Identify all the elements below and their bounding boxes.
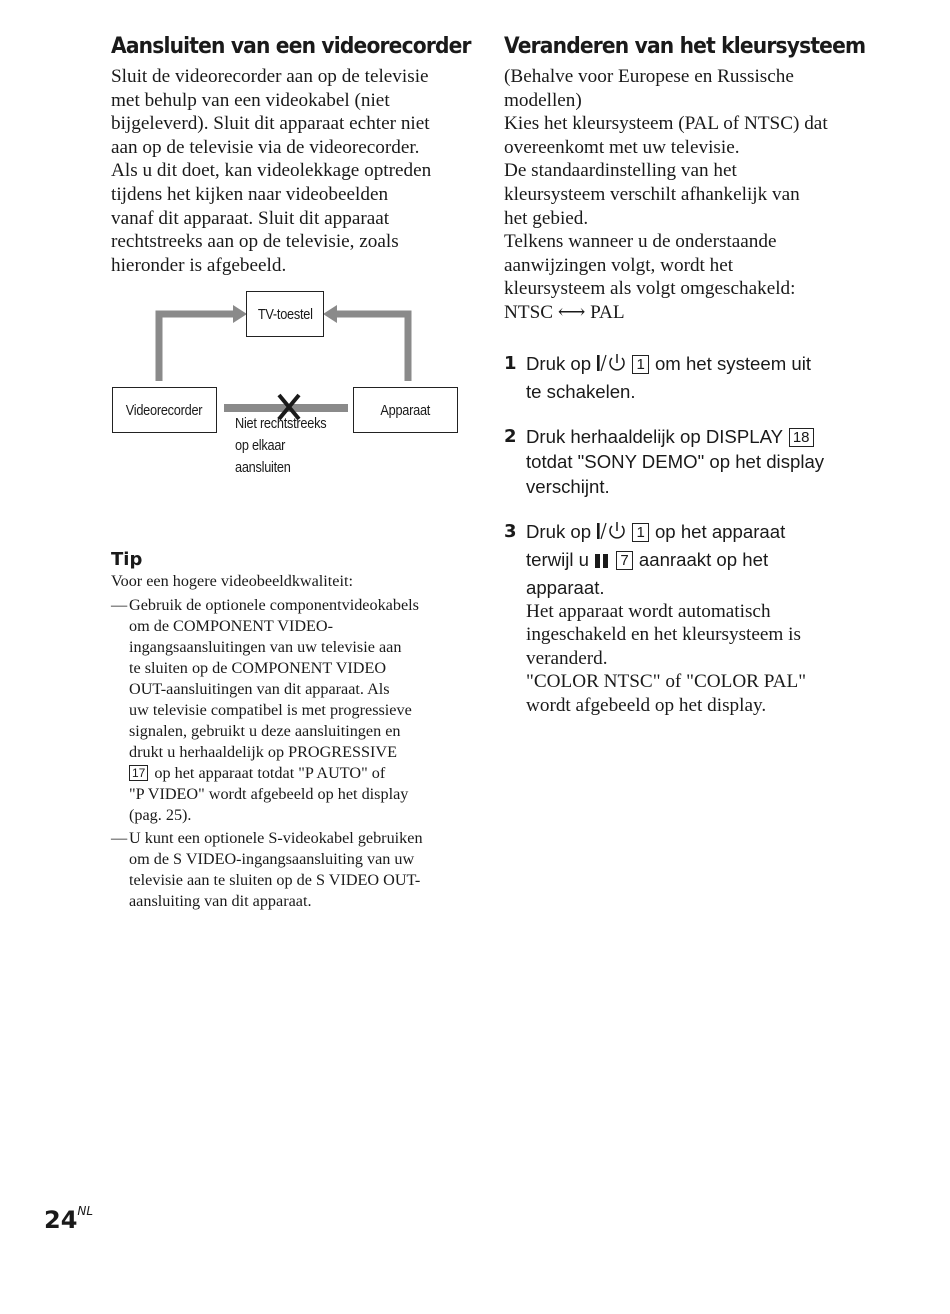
text-line: — Gebruik de optionele componentvideokabels — [129, 596, 419, 615]
text-line: ingeschakeld en het kleursysteem is — [526, 624, 801, 646]
text-line: Als u dit doet, kan videolekkage optreden — [111, 160, 432, 182]
key-ref-badge: 18 — [789, 428, 814, 447]
tip-item — [111, 828, 463, 912]
step-2 — [504, 424, 864, 499]
key-ref-badge: 1 — [632, 523, 648, 542]
text-line: rechtstreeks aan op de televisie, zoals — [111, 231, 399, 253]
arrow-unit-to-tv — [337, 314, 408, 381]
text-line: kleursysteem als volgt omgeschakeld: — [504, 278, 796, 300]
right-column — [504, 34, 864, 738]
text-line: — U kunt een optionele S-videokabel gebruiken — [129, 829, 423, 848]
color-system-paragraph — [504, 65, 864, 325]
text-line: (pag. 25). — [129, 806, 192, 825]
text-span: om het systeem uit — [654, 352, 812, 374]
tv-label: TV-toestel — [257, 305, 313, 323]
text-line: wordt afgebeeld op het display. — [526, 694, 767, 716]
key-ref-badge: 17 — [129, 765, 148, 781]
text-line: tijdens het kijken naar videobeelden — [111, 183, 389, 205]
text-line: De standaardinstelling van het — [504, 160, 737, 182]
section-heading-vcr: Aansluiten van een videorecorder — [111, 34, 471, 59]
text-line: hieronder is afgebeeld. — [111, 254, 287, 276]
text-line: te sluiten op de COMPONENT VIDEO — [129, 659, 387, 678]
vcr-box — [112, 387, 217, 433]
step-3 — [504, 519, 864, 718]
tip-item — [111, 595, 463, 826]
text-span: aanraakt op het — [638, 548, 769, 570]
text-span: terwijl u — [526, 548, 590, 570]
text-span: op het apparaat — [654, 520, 786, 542]
text-line: aansluiting van dit apparaat. — [129, 892, 312, 911]
text-span: apparaat. — [526, 576, 605, 598]
power-icon — [596, 353, 626, 379]
power-icon — [596, 521, 626, 547]
text-line: signalen, gebruikt u deze aansluitingen en — [129, 722, 401, 741]
page-number-value: 24 — [44, 1206, 78, 1234]
text-line: om de COMPONENT VIDEO- — [129, 617, 333, 636]
text-line: modellen) — [504, 89, 582, 111]
text-line: kleursysteem verschilt afhankelijk van — [504, 183, 800, 205]
text-line: televisie aan te sluiten op de S VIDEO OUT- — [129, 871, 421, 890]
text-line: Het apparaat wordt automatisch — [526, 600, 771, 622]
steps-list — [504, 351, 864, 718]
note-line: Niet rechtstreeks — [235, 415, 327, 433]
step-instruction — [526, 351, 864, 404]
note-line: aansluiten — [235, 459, 291, 477]
language-code: NL — [77, 1204, 94, 1218]
arrow-head-left — [233, 305, 247, 323]
step-number: 2 — [504, 425, 517, 447]
text-line: Sluit de videorecorder aan op de televisie — [111, 66, 429, 87]
arrow-vcr-to-tv — [159, 314, 233, 381]
step-number: 1 — [504, 352, 517, 374]
left-column — [111, 34, 471, 914]
text-line — [129, 763, 463, 784]
arrow-head-right — [323, 305, 337, 323]
text-line: drukt u herhaaldelijk op PROGRESSIVE — [129, 743, 397, 762]
text-line: veranderd. — [526, 647, 608, 669]
key-ref-badge: 1 — [632, 355, 648, 374]
text-line: overeenkomt met uw televisie. — [504, 136, 740, 158]
ntsc-pal-toggle-line: NTSC ⟷ PAL — [504, 301, 625, 323]
text-span: Druk herhaaldelijk op DISPLAY — [526, 425, 783, 447]
text-span: op het apparaat totdat "P AUTO" of — [154, 764, 386, 783]
no-direct-note — [235, 413, 365, 479]
text-line: met behulp van een videokabel (niet — [111, 89, 390, 111]
step-instruction — [526, 424, 864, 499]
pause-icon — [594, 550, 610, 575]
tv-box — [246, 291, 324, 337]
text-span: totdat "SONY DEMO" op het display — [526, 450, 825, 472]
text-line: "COLOR NTSC" of "COLOR PAL" — [526, 671, 807, 693]
step-result-note — [526, 600, 864, 718]
text-line: Kies het kleursysteem (PAL of NTSC) dat — [504, 113, 828, 135]
step-1 — [504, 351, 864, 404]
text-span: te schakelen. — [526, 380, 636, 402]
text-span: verschijnt. — [526, 475, 610, 497]
connection-diagram — [111, 289, 463, 519]
tip-intro: Voor een hogere videobeeldkwaliteit: — [111, 572, 353, 591]
tip-list — [111, 595, 463, 912]
text-line: bijgeleverd). Sluit dit apparaat echter niet — [111, 113, 430, 135]
text-line: Telkens wanneer u de onderstaande — [504, 231, 777, 253]
page-number — [44, 1206, 93, 1234]
note-line: op elkaar — [235, 437, 286, 455]
text-line: (Behalve voor Europese en Russische — [504, 66, 794, 87]
unit-box — [353, 387, 458, 433]
step-instruction — [526, 519, 864, 600]
text-span: Druk op — [526, 352, 592, 374]
text-line: aanwijzingen volgt, wordt het — [504, 254, 734, 276]
unit-label: Apparaat — [380, 401, 431, 419]
text-line: het gebied. — [504, 207, 589, 229]
vcr-paragraph — [111, 65, 463, 277]
text-line: "P VIDEO" wordt afgebeeld op het display — [129, 785, 409, 804]
key-ref-badge: 7 — [616, 551, 632, 570]
text-line: aan op de televisie via de videorecorder. — [111, 136, 420, 158]
vcr-label: Videorecorder — [126, 401, 203, 419]
text-line: vanaf dit apparaat. Sluit dit apparaat — [111, 207, 390, 229]
text-line: uw televisie compatibel is met progressieve — [129, 701, 412, 720]
section-heading-color-system: Veranderen van het kleursysteem — [504, 34, 866, 59]
text-line: om de S VIDEO-ingangsaansluiting van uw — [129, 850, 415, 869]
text-line: ingangsaansluitingen van uw televisie aan — [129, 638, 402, 657]
tip-title: Tip — [111, 549, 143, 571]
step-number: 3 — [504, 520, 517, 542]
text-line: OUT-aansluitingen van dit apparaat. Als — [129, 680, 390, 699]
text-span: Druk op — [526, 520, 592, 542]
